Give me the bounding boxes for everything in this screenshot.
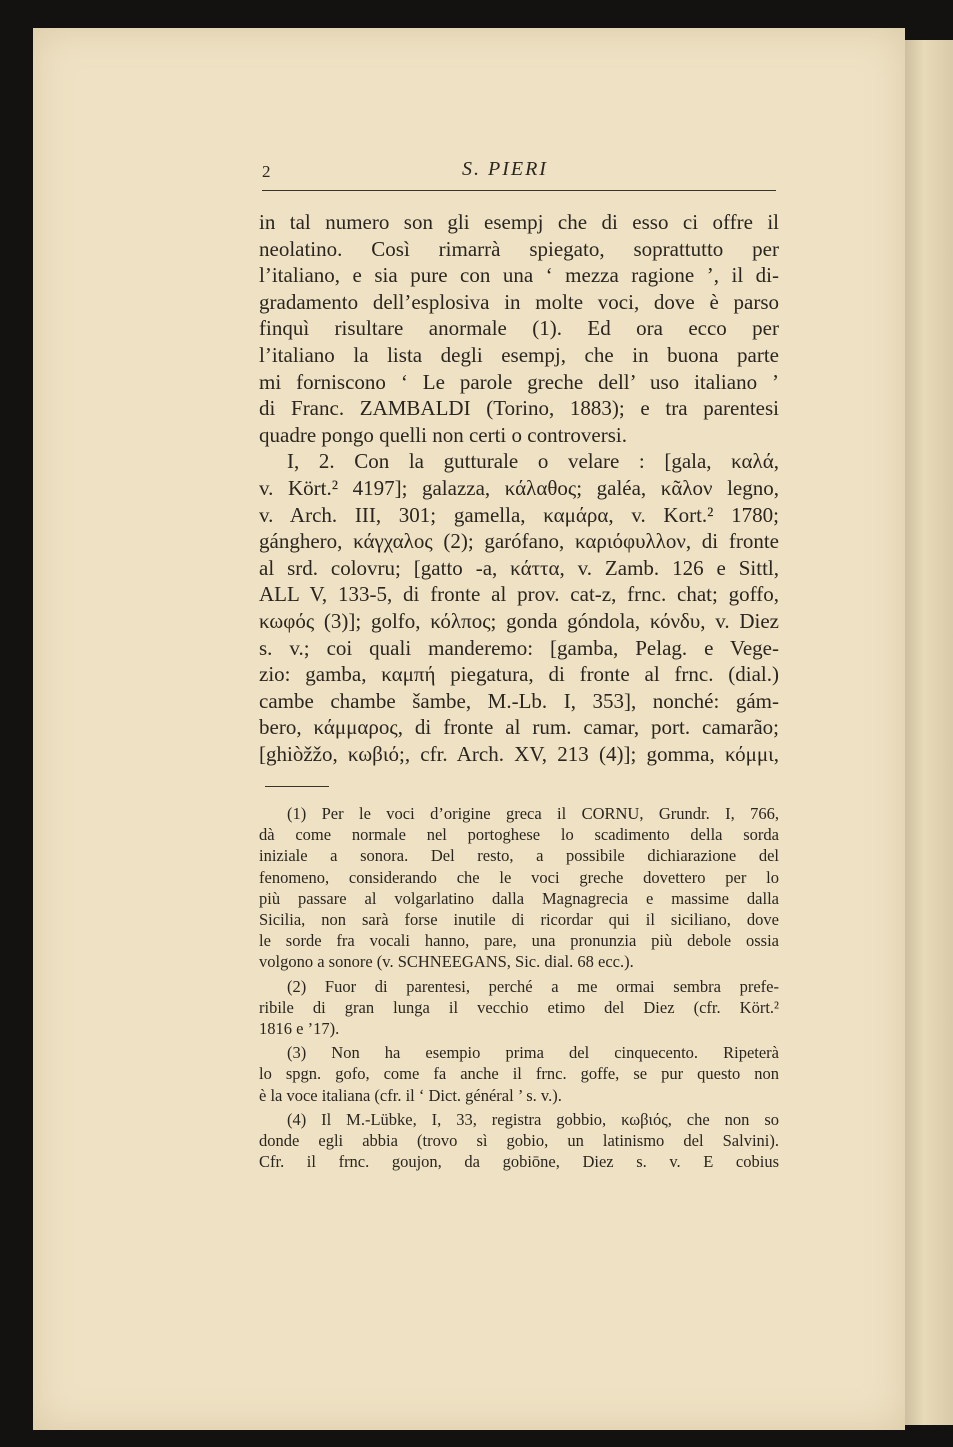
- header-rule: [262, 190, 776, 191]
- footnote-1: [259, 803, 779, 973]
- footnote-line: più passare al volgarlatino dalla Magnagrecia e massime dalla: [259, 888, 779, 908]
- text-line: neolatino. Così rimarrà spiegato, soprattutto per: [259, 236, 779, 261]
- footnote-line: Sicilia, non sarà forse inutile di ricordar qui il siciliano, dove: [259, 910, 779, 930]
- footnote-4: [259, 1109, 779, 1173]
- footnote-line: iniziale a sonora. Del resto, a possibile dichiarazione del: [259, 846, 779, 866]
- text-line: bero, κάμμαρος, di fronte al rum. camar, port. camarão;: [259, 715, 779, 740]
- text-line: gradamento dell’esplosiva in molte voci, dove è parso: [259, 289, 779, 314]
- footnote-line: (3) Non ha esempio prima del cinquecento. Ripeterà: [287, 1043, 779, 1063]
- text-line: zio: gamba, καμπή piegatura, di fronte al frnc. (dial.): [259, 662, 779, 687]
- footnotes: [259, 803, 779, 1175]
- text-line: in tal numero son gli esempj che di esso ci offre il: [259, 210, 779, 234]
- running-title: S. PIERI: [462, 158, 548, 180]
- footnote-line: donde egli abbia (trovo sì gobio, un latinismo del Salvini).: [259, 1131, 779, 1151]
- page-header: [262, 158, 776, 192]
- text-line: gánghero, κάγχαλος (2); garófano, καριόφυλλον, di fronte: [259, 529, 779, 554]
- page-number: 2: [262, 162, 271, 181]
- text-line: quadre pongo quelli non certi o controversi.: [259, 422, 627, 447]
- text-line: mi forniscono ‘ Le parole greche dell’ uso italiano ’: [259, 369, 779, 394]
- text-line: cambe chambe šambe, M.-Lb. I, 353], nonché: gám-: [259, 688, 779, 713]
- next-page-edge: [905, 40, 953, 1425]
- text-line: di Franc. ZAMBALDI (Torino, 1883); e tra parentesi: [259, 396, 779, 421]
- text-line: κωφός (3)]; golfo, κόλπος; gonda góndola, κόνδυ, v. Diez: [259, 608, 779, 633]
- footnote-line: (2) Fuor di parentesi, perché a me ormai sembra prefe-: [287, 976, 779, 996]
- footnote-line: lo spgn. gofo, come fa anche il frnc. goffe, se pur questo non: [259, 1064, 779, 1084]
- text-line: ALL V, 133-5, di fronte al prov. cat-z, frnc. chat; goffo,: [259, 582, 779, 607]
- text-line: l’italiano, e sia pure con una ‘ mezza ragione ’, il di-: [259, 263, 779, 288]
- footnote-line: 1816 e ’17).: [259, 1019, 340, 1039]
- footnote-rule: [265, 786, 329, 787]
- footnote-line: è la voce italiana (cfr. il ‘ Dict. général ’ s. v.).: [259, 1085, 562, 1105]
- footnote-line: dà come normale nel portoghese lo scadimento della sorda: [259, 825, 779, 845]
- footnote-line: (1) Per le voci d’origine greca il CORNU, Grundr. I, 766,: [287, 804, 779, 823]
- footnote-line: Cfr. il frnc. goujon, da gobiōne, Diez s. v. E cobius: [259, 1152, 779, 1172]
- footnote-3: [259, 1042, 779, 1106]
- footnote-line: le sorde fra vocali hanno, pare, una pronunzia più debole ossia: [259, 931, 779, 951]
- text-line: v. Kört.² 4197]; galazza, κάλαθος; galéa, κᾶλον legno,: [259, 475, 779, 500]
- text-line: l’italiano la lista degli esempj, che in buona parte: [259, 342, 779, 367]
- footnote-2: [259, 976, 779, 1040]
- text-line: I, 2. Con la gutturale o velare : [gala, καλά,: [287, 449, 779, 474]
- text-line: al srd. colovru; [gatto -a, κάττα, v. Zamb. 126 e Sittl,: [259, 555, 779, 580]
- footnote-line: volgono a sonore (v. SCHNEEGANS, Sic. dial. 68 ecc.).: [259, 952, 634, 972]
- footnote-line: ribile di gran lunga il vecchio etimo del Diez (cfr. Kört.²: [259, 997, 779, 1017]
- text-line: v. Arch. III, 301; gamella, καμάρα, v. Kort.² 1780;: [259, 502, 779, 527]
- footnote-line: (4) Il M.-Lübke, I, 33, registra gobbio, κωβιός, che non so: [287, 1109, 779, 1129]
- text-line: [ghiòžžo, κωβιό;, cfr. Arch. XV, 213 (4)]; gomma, κόμμι,: [259, 741, 779, 766]
- footnote-line: fenomeno, considerando che le voci greche dovettero per lo: [259, 867, 779, 887]
- main-text: [259, 209, 779, 767]
- text-line: s. v.; coi quali manderemo: [gamba, Pelag. e Vege-: [259, 635, 779, 660]
- text-line: finquì risultare anormale (1). Ed ora ecco per: [259, 316, 779, 341]
